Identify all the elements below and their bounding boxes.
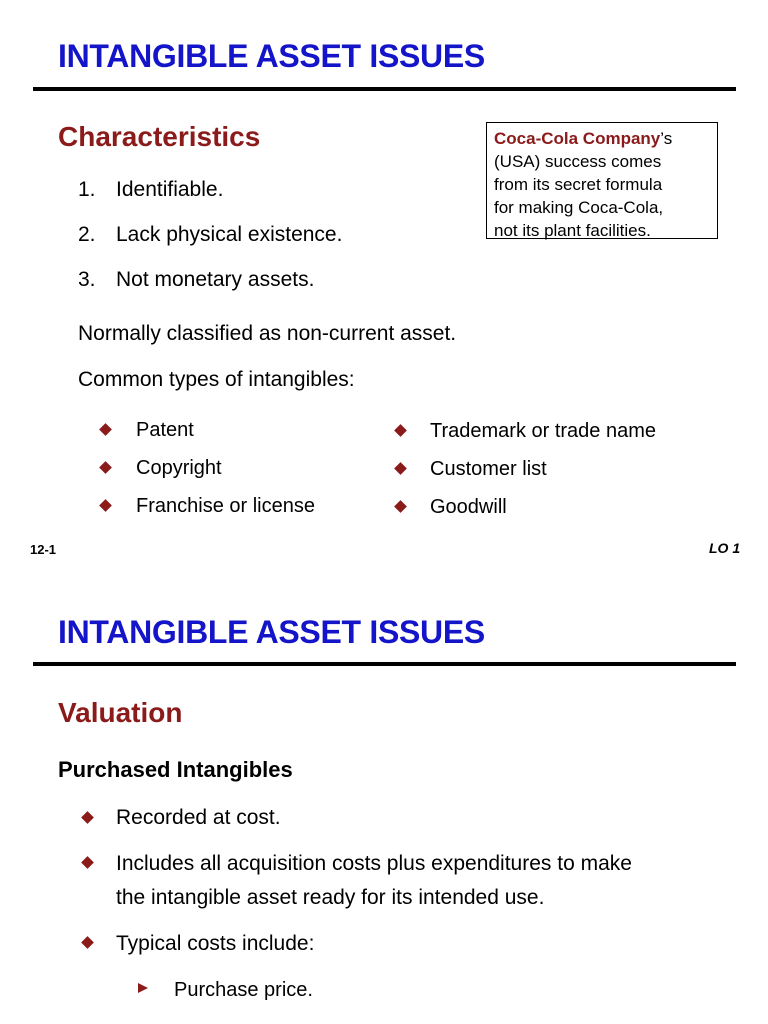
characteristic-item-3 xyxy=(78,267,314,292)
diamond-bullet-icon xyxy=(99,499,112,512)
intangible-type-item: Trademark or trade name xyxy=(430,420,657,442)
characteristics-heading: Characteristics xyxy=(58,121,261,152)
valuation-bullet-1: Recorded at cost. xyxy=(116,806,281,829)
diamond-bullet-icon xyxy=(81,811,94,824)
characteristic-number: 3. xyxy=(78,268,96,291)
characteristic-item-2 xyxy=(78,222,342,247)
callout-highlight: Coca-Cola Company xyxy=(494,129,661,148)
slide2-title: INTANGIBLE ASSET ISSUES xyxy=(58,614,485,650)
valuation-heading: Valuation xyxy=(58,697,183,728)
diamond-bullet-icon xyxy=(394,500,407,513)
intangible-type-item: Copyright xyxy=(136,457,222,479)
intangible-type-item: Customer list xyxy=(430,458,547,480)
callout-line-3: from its secret formula xyxy=(494,175,663,194)
intangible-type-item: Goodwill xyxy=(430,496,507,518)
diamond-bullet-icon xyxy=(99,423,112,436)
sub-bullet-purchase-price: Purchase price. xyxy=(174,979,313,1001)
learning-objective-label: LO 1 xyxy=(709,540,741,556)
slide1-title-rule xyxy=(33,87,736,91)
callout-line-1-rest: ’s xyxy=(660,129,673,148)
characteristic-text: Not monetary assets. xyxy=(116,268,315,291)
characteristic-item-1 xyxy=(78,177,223,202)
callout-line-2: (USA) success comes xyxy=(494,152,662,171)
classified-text: Normally classified as non-current asset. xyxy=(78,322,457,345)
diamond-bullet-icon xyxy=(394,424,407,437)
intangible-type-item: Patent xyxy=(136,419,194,441)
valuation-bullet-3: Typical costs include: xyxy=(116,932,315,955)
characteristic-number: 2. xyxy=(78,223,96,246)
arrow-bullet-icon xyxy=(138,983,148,993)
slide-number: 12-1 xyxy=(30,542,57,557)
callout-line-5: not its plant facilities. xyxy=(494,221,651,240)
intangible-type-item: Franchise or license xyxy=(136,495,315,517)
diamond-bullet-icon xyxy=(99,461,112,474)
common-types-text: Common types of intangibles: xyxy=(78,368,355,391)
purchased-intangibles-subheading: Purchased Intangibles xyxy=(58,757,293,782)
callout-line-4: for making Coca-Cola, xyxy=(494,198,664,217)
valuation-bullet-2-line-2: the intangible asset ready for its intended use. xyxy=(116,886,545,909)
valuation-bullet-2-line-1: Includes all acquisition costs plus expenditures to make xyxy=(116,852,632,875)
diamond-bullet-icon xyxy=(81,936,94,949)
diamond-bullet-icon xyxy=(394,462,407,475)
characteristic-text: Identifiable. xyxy=(116,178,224,201)
slide1-title: INTANGIBLE ASSET ISSUES xyxy=(58,38,485,74)
characteristic-number: 1. xyxy=(78,178,96,201)
coca-cola-callout-box xyxy=(486,122,718,239)
characteristic-text: Lack physical existence. xyxy=(116,223,343,246)
diamond-bullet-icon xyxy=(81,856,94,869)
slide2-title-rule xyxy=(33,662,736,666)
